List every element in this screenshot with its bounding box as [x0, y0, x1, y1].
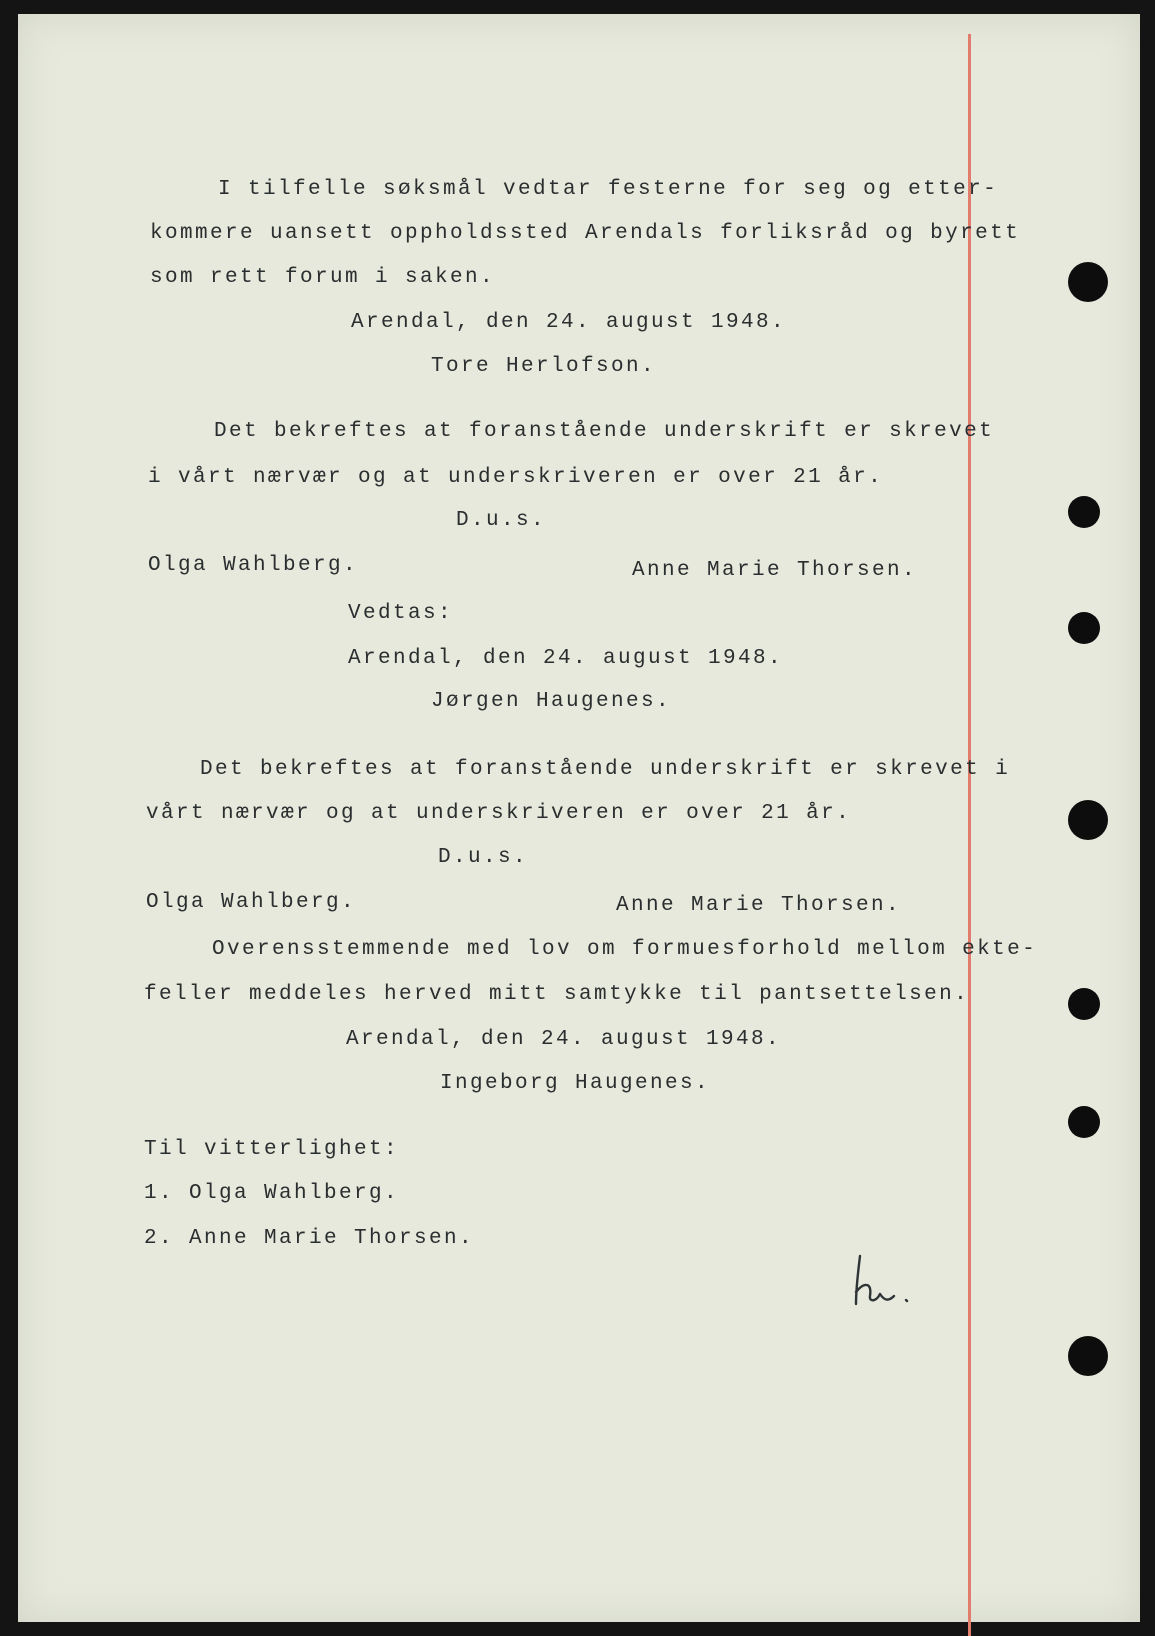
attestation-2-line-1: Det bekreftes at foranstående underskrift er skrevet i [200, 758, 1011, 781]
date-line-2: Arendal, den 24. august 1948. [348, 647, 784, 670]
punch-hole [1068, 496, 1100, 528]
attestation-1-line-1: Det bekreftes at foranstående underskrift er skrevet [214, 420, 995, 443]
dus-1: D.u.s. [456, 509, 547, 532]
document-page [18, 14, 1140, 1622]
witness-right-2: Anne Marie Thorsen. [616, 894, 902, 917]
witness-right-1: Anne Marie Thorsen. [632, 559, 918, 582]
margin-rule [968, 34, 971, 1636]
date-line-3: Arendal, den 24. august 1948. [346, 1028, 782, 1051]
signature-jorgen-haugenes: Jørgen Haugenes. [431, 690, 672, 713]
paragraph-forum-line-2: kommere uansett oppholdssted Arendals forliksråd og byrett [150, 222, 1021, 245]
paragraph-forum-line-1: I tilfelle søksmål vedtar festerne for seg og etter- [218, 178, 999, 201]
punch-hole [1068, 262, 1108, 302]
witness-heading: Til vitterlighet: [144, 1138, 400, 1161]
witness-list-item-2: 2. Anne Marie Thorsen. [144, 1227, 475, 1250]
witness-left-1: Olga Wahlberg. [148, 554, 359, 577]
punch-hole [1068, 988, 1100, 1020]
punch-hole [1068, 800, 1108, 840]
signature-ingeborg-haugenes: Ingeborg Haugenes. [440, 1072, 711, 1095]
attestation-2-line-2: vårt nærvær og at underskriveren er over 21 år. [146, 802, 852, 825]
consent-line-2: feller meddeles herved mitt samtykke til pantsettelsen. [144, 983, 970, 1006]
consent-line-1: Overensstemmende med lov om formuesforhold mellom ekte- [212, 938, 1038, 961]
vedtas-heading: Vedtas: [348, 602, 454, 625]
handwritten-initials [850, 1252, 920, 1312]
punch-hole [1068, 1336, 1108, 1376]
witness-left-2: Olga Wahlberg. [146, 891, 357, 914]
witness-list-item-1: 1. Olga Wahlberg. [144, 1182, 400, 1205]
attestation-1-line-2: i vårt nærvær og at underskriveren er over 21 år. [148, 466, 884, 489]
paragraph-forum-line-3: som rett forum i saken. [150, 266, 496, 289]
date-line-1: Arendal, den 24. august 1948. [351, 311, 787, 334]
punch-hole [1068, 1106, 1100, 1138]
dus-2: D.u.s. [438, 846, 529, 869]
punch-hole [1068, 612, 1100, 644]
signature-tore-herlofson: Tore Herlofson. [431, 355, 657, 378]
